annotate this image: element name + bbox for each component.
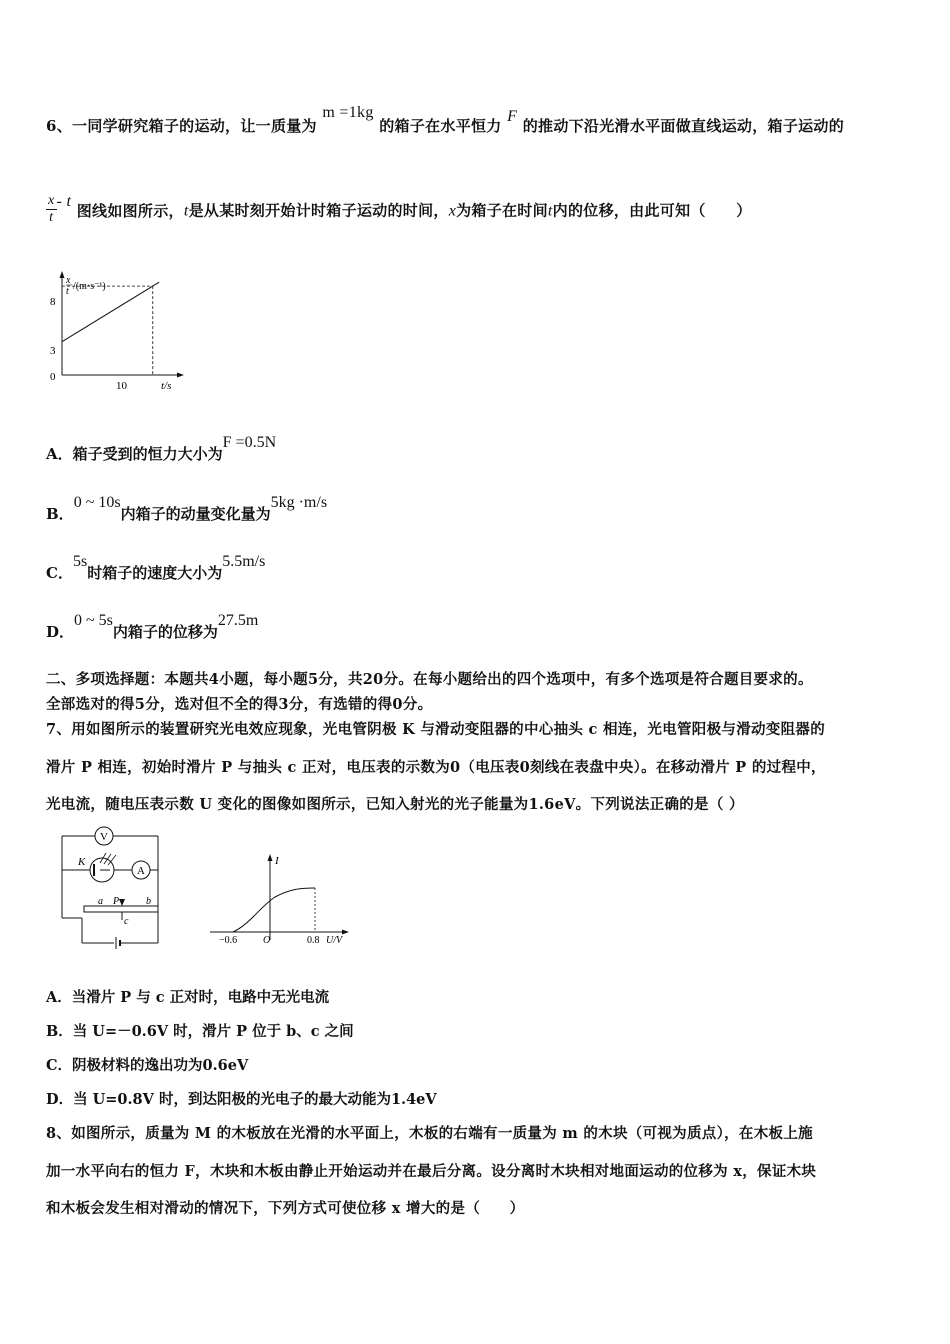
q6-t-symbol-2: t: [547, 202, 553, 220]
q7-option-a: A．当滑片 P 与 c 正对时，电路中无光电流: [46, 989, 330, 1006]
q6-option-d: [46, 612, 259, 642]
q6-intro-c: 的推动下沿光滑水平面做直线运动，箱子运动的: [522, 117, 845, 135]
y-label-num: x: [66, 275, 71, 286]
q6-option-c-time: 5s: [72, 553, 88, 570]
cathode-label: K: [78, 856, 86, 868]
section2-heading-line1: 二、多项选择题：本题共4小题，每小题5分，共20分。在每小题给出的四个选项中，有多个选项是符合题目要求的。: [46, 671, 813, 688]
slider-arrow-icon: [119, 899, 125, 906]
tick-neg-0.6: −0.6: [219, 935, 238, 946]
voltmeter-label: V: [100, 831, 108, 843]
tick-label-10: 10: [116, 380, 127, 392]
q7-line3: 光电流，随电压表示数 U 变化的图像如图所示，已知入射光的光子能量为1.6eV。下列说法正确的是（ ）: [46, 796, 744, 813]
y-axis-arrow: [60, 271, 65, 278]
q6-option-c-formula: 5.5m/s: [222, 553, 266, 570]
q6-frac-num: x: [48, 193, 55, 208]
q6-option-b: [46, 494, 328, 524]
u-axis-label: U/V: [326, 935, 343, 946]
tick-origin: O: [263, 935, 271, 946]
section2-heading-line2: 全部选对的得5分，选对但不全的得3分，有选错的得0分。: [46, 696, 433, 713]
q8-line2: 加一水平向右的恒力 F，木块和木板由静止开始运动并在最后分离。设分离时木块相对地面运动的位移为 x，保证木块: [46, 1163, 817, 1180]
q6-line2-a: 图线如图所示，: [76, 201, 184, 220]
q6-intro-a: 6、一同学研究箱子的运动，让一质量为: [46, 117, 317, 135]
q6-x-symbol: x: [448, 202, 457, 220]
q6-option-c-label: C．: [46, 564, 73, 582]
q6-option-b-text: 内箱子的动量变化量为: [120, 505, 271, 523]
q6-line2-c: 为箱子在时间: [456, 201, 548, 220]
y-label-unit: /(m·s⁻¹): [73, 281, 106, 292]
tick-0.8: 0.8: [307, 935, 320, 946]
q6-force-symbol: F: [507, 108, 518, 125]
q6-xt-graph: [40, 265, 190, 395]
q6-line2-d: 内的位移，由此可知（ ）: [552, 201, 752, 220]
q7-option-d: D．当 U=0.8V 时，到达阳极的光电子的最大动能为1.4eV: [46, 1091, 437, 1108]
q6-mass-formula: m =1kg: [322, 104, 374, 121]
tick-label-0: 0: [50, 371, 56, 383]
q6-option-d-label: D．: [46, 623, 75, 641]
q6-option-a-formula: F =0.5N: [222, 434, 277, 451]
label-b: b: [146, 896, 151, 907]
q6-t-symbol: t: [183, 202, 189, 220]
q7-circuit-diagram: [50, 823, 170, 953]
q6-line1: [46, 104, 845, 136]
tick-label-3: 3: [50, 345, 56, 357]
q6-option-d-time: 0 ~ 5s: [74, 612, 113, 629]
x-axis-arrow: [177, 373, 184, 378]
q6-option-c: [46, 553, 266, 583]
q6-option-c-text: 时箱子的速度大小为: [87, 564, 223, 582]
q6-line2: [46, 192, 752, 228]
q6-option-b-time: 0 ~ 10s: [73, 494, 121, 511]
q6-option-d-text: 内箱子的位移为: [112, 623, 218, 641]
q6-option-a-text: A．箱子受到的恒力大小为: [46, 445, 223, 463]
q6-frac-tail: - t: [56, 192, 72, 210]
iu-curve: [233, 888, 315, 932]
x-axis-label: t/s: [161, 380, 172, 392]
tick-label-8: 8: [50, 296, 56, 308]
y-label-den: t: [66, 286, 69, 297]
q6-frac-den: t: [49, 210, 54, 225]
q6-intro-b: 的箱子在水平恒力: [379, 117, 502, 135]
q7-iu-graph: [205, 852, 355, 947]
label-c: c: [124, 916, 129, 927]
q6-option-d-formula: 27.5m: [217, 612, 259, 629]
label-p: P: [113, 896, 120, 907]
q7-line2: 滑片 P 相连，初始时滑片 P 与抽头 c 正对，电压表的示数为0（电压表0刻线在表盘中央）。在移动滑片 P 的过程中，: [46, 759, 826, 776]
q6-line2-b: 是从某时刻开始计时箱子运动的时间，: [188, 201, 449, 220]
q6-option-b-label: B．: [46, 505, 74, 523]
q8-line3: 和木板会发生相对滑动的情况下，下列方式可使位移 x 增大的是（ ）: [46, 1200, 525, 1217]
i-axis-arrow: [268, 854, 273, 861]
label-a: a: [98, 896, 103, 907]
q6-fraction: [46, 193, 57, 226]
q6-option-b-formula: 5kg ·m/s: [270, 494, 328, 511]
q6-option-a: [46, 434, 277, 464]
q7-option-c: C．阴极材料的逸出功为0.6eV: [46, 1057, 249, 1074]
i-axis-label: I: [275, 855, 279, 867]
q8-line1: 8、如图所示，质量为 M 的木板放在光滑的水平面上，木板的右端有一质量为 m 的木块（可视为质点），在木板上施: [46, 1125, 813, 1142]
q7-option-b: B．当 U=－0.6V 时，滑片 P 位于 b、c 之间: [46, 1023, 354, 1040]
ammeter-label: A: [137, 865, 145, 877]
q7-line1: 7、用如图所示的装置研究光电效应现象，光电管阴极 K 与滑动变阻器的中心抽头 c 相连，光电管阳极与滑动变阻器的: [46, 721, 826, 738]
u-axis-arrow: [342, 930, 349, 935]
